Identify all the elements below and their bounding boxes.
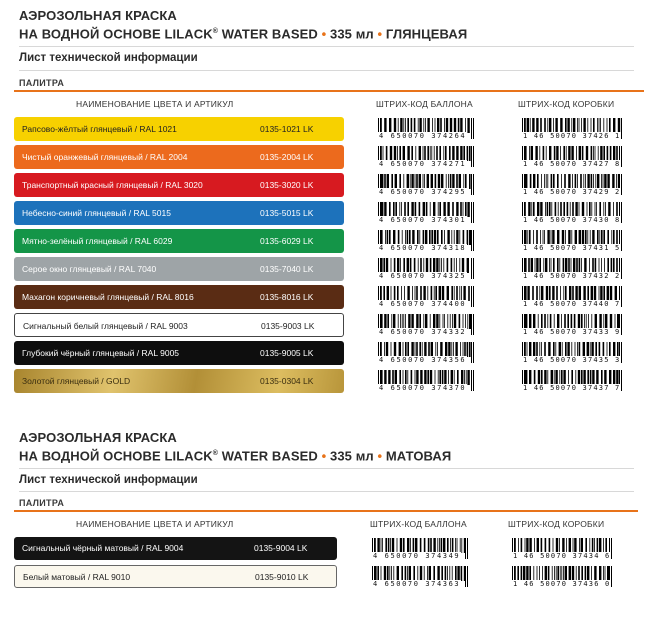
- color-swatch: [14, 285, 344, 309]
- box-barcode: [522, 342, 622, 363]
- article-code: 0135-0304 LK: [260, 376, 314, 386]
- article-code: 0135-7040 LK: [260, 264, 314, 274]
- box-barcode-digits: 1 46 50070 37434 6: [513, 552, 611, 560]
- color-swatch: [14, 173, 344, 197]
- can-barcode: [378, 146, 474, 167]
- box-barcode-digits: 1 46 50070 37427 8: [523, 160, 621, 168]
- box-barcode-digits: 1 46 50070 37429 2: [523, 188, 621, 196]
- color-swatch: [14, 257, 344, 281]
- glossy-divider-2: [19, 70, 634, 71]
- article-code: 0135-9010 LK: [255, 572, 309, 582]
- color-swatch: [14, 117, 344, 141]
- box-barcode: [522, 174, 622, 195]
- can-barcode-digits: 4 650070 374301: [379, 216, 467, 224]
- box-barcode-digits: 1 46 50070 37426 1: [523, 132, 621, 140]
- article-code: 0135-6029 LK: [260, 236, 314, 246]
- box-barcode: [512, 538, 612, 559]
- matte-col-box: ШТРИХ-КОД КОРОБКИ: [508, 519, 605, 529]
- matte-col-name: НАИМЕНОВАНИЕ ЦВЕТА И АРТИКУЛ: [76, 519, 234, 529]
- color-name: Сигнальный чёрный матовый / RAL 9004: [22, 543, 184, 553]
- color-swatch: [14, 341, 344, 365]
- color-name: Серое окно глянцевый / RAL 7040: [22, 264, 157, 274]
- article-code: 0135-3020 LK: [260, 180, 314, 190]
- color-swatch: [14, 369, 344, 393]
- glossy-divider: [19, 46, 634, 47]
- color-swatch: [14, 537, 337, 560]
- can-barcode-digits: 4 650070 374370: [379, 384, 467, 392]
- box-barcode-digits: 1 46 50070 37430 8: [523, 216, 621, 224]
- article-code: 0135-9003 LK: [261, 321, 315, 331]
- glossy-title: [19, 8, 467, 42]
- glossy-title-line2: НА ВОДНОЙ ОСНОВЕ LILACK® WATER BASED • 335 мл • ГЛЯНЦЕВАЯ: [19, 26, 468, 42]
- box-barcode: [522, 314, 622, 335]
- color-name: Мятно-зелёный глянцевый / RAL 6029: [22, 236, 173, 246]
- glossy-palette-label: ПАЛИТРА: [19, 78, 65, 88]
- can-barcode-digits: 4 650070 374325: [379, 272, 467, 280]
- color-name: Рапсово-жёлтый глянцевый / RAL 1021: [22, 124, 177, 134]
- color-name: Глубокий чёрный глянцевый / RAL 9005: [22, 348, 180, 358]
- matte-title-line2: НА ВОДНОЙ ОСНОВЕ LILACK® WATER BASED • 335 мл • МАТОВАЯ: [19, 448, 452, 464]
- box-barcode: [522, 370, 622, 391]
- can-barcode-digits: 4 650070 374363: [373, 580, 461, 588]
- glossy-col-name: НАИМЕНОВАНИЕ ЦВЕТА И АРТИКУЛ: [76, 99, 234, 109]
- matte-divider: [19, 468, 634, 469]
- can-barcode: [378, 370, 474, 391]
- box-barcode-digits: 1 46 50070 37435 3: [523, 356, 621, 364]
- can-barcode: [378, 258, 474, 279]
- color-swatch: [14, 145, 344, 169]
- article-code: 0135-5015 LK: [260, 208, 314, 218]
- box-barcode-digits: 1 46 50070 37437 7: [523, 384, 621, 392]
- box-barcode: [522, 146, 622, 167]
- glossy-palette-bar: [14, 90, 644, 92]
- matte-palette-label: ПАЛИТРА: [19, 498, 65, 508]
- box-barcode: [522, 118, 622, 139]
- box-barcode: [522, 230, 622, 251]
- matte-divider-2: [19, 491, 634, 492]
- box-barcode: [512, 566, 612, 587]
- color-name: Белый матовый / RAL 9010: [23, 572, 131, 582]
- box-barcode: [522, 258, 622, 279]
- color-name: Чистый оранжевый глянцевый / RAL 2004: [22, 152, 188, 162]
- box-barcode: [522, 286, 622, 307]
- can-barcode-digits: 4 650070 374318: [379, 244, 467, 252]
- matte-palette-bar: [14, 510, 638, 512]
- matte-title: [19, 430, 451, 464]
- article-code: 0135-8016 LK: [260, 292, 314, 302]
- can-barcode: [378, 118, 474, 139]
- can-barcode: [378, 314, 474, 335]
- color-name: Транспортный красный глянцевый / RAL 3020: [22, 180, 203, 190]
- box-barcode-digits: 1 46 50070 37436 0: [513, 580, 611, 588]
- can-barcode-digits: 4 650070 374264: [379, 132, 467, 140]
- color-name: Сигнальный белый глянцевый / RAL 9003: [23, 321, 188, 331]
- color-swatch: [14, 565, 337, 588]
- color-name: Золотой глянцевый / GOLD: [22, 376, 131, 386]
- can-barcode-digits: 4 650070 374400: [379, 300, 467, 308]
- matte-title-line1: АЭРОЗОЛЬНАЯ КРАСКА: [19, 430, 177, 445]
- can-barcode: [378, 286, 474, 307]
- can-barcode-digits: 4 650070 374332: [379, 328, 467, 336]
- can-barcode-digits: 4 650070 374271: [379, 160, 467, 168]
- article-code: 0135-2004 LK: [260, 152, 314, 162]
- can-barcode: [372, 566, 468, 587]
- color-name: Махагон коричневый глянцевый / RAL 8016: [22, 292, 194, 302]
- can-barcode: [378, 230, 474, 251]
- color-swatch: [14, 229, 344, 253]
- box-barcode-digits: 1 46 50070 37440 7: [523, 300, 621, 308]
- can-barcode-digits: 4 650070 374349: [373, 552, 461, 560]
- box-barcode-digits: 1 46 50070 37431 5: [523, 244, 621, 252]
- glossy-subtitle: Лист технической информации: [19, 52, 198, 64]
- box-barcode-digits: 1 46 50070 37433 9: [523, 328, 621, 336]
- article-code: 0135-9004 LK: [254, 543, 308, 553]
- can-barcode-digits: 4 650070 374356: [379, 356, 467, 364]
- glossy-col-can: ШТРИХ-КОД БАЛЛОНА: [376, 99, 473, 109]
- color-name: Небесно-синий глянцевый / RAL 5015: [22, 208, 171, 218]
- article-code: 0135-1021 LK: [260, 124, 314, 134]
- can-barcode: [378, 202, 474, 223]
- box-barcode-digits: 1 46 50070 37432 2: [523, 272, 621, 280]
- can-barcode: [378, 342, 474, 363]
- glossy-col-box: ШТРИХ-КОД КОРОБКИ: [518, 99, 615, 109]
- article-code: 0135-9005 LK: [260, 348, 314, 358]
- matte-col-can: ШТРИХ-КОД БАЛЛОНА: [370, 519, 467, 529]
- can-barcode: [378, 174, 474, 195]
- can-barcode-digits: 4 650070 374295: [379, 188, 467, 196]
- box-barcode: [522, 202, 622, 223]
- color-swatch: [14, 201, 344, 225]
- glossy-title-line1: АЭРОЗОЛЬНАЯ КРАСКА: [19, 8, 177, 23]
- can-barcode: [372, 538, 468, 559]
- color-swatch: [14, 313, 344, 337]
- matte-subtitle: Лист технической информации: [19, 474, 198, 486]
